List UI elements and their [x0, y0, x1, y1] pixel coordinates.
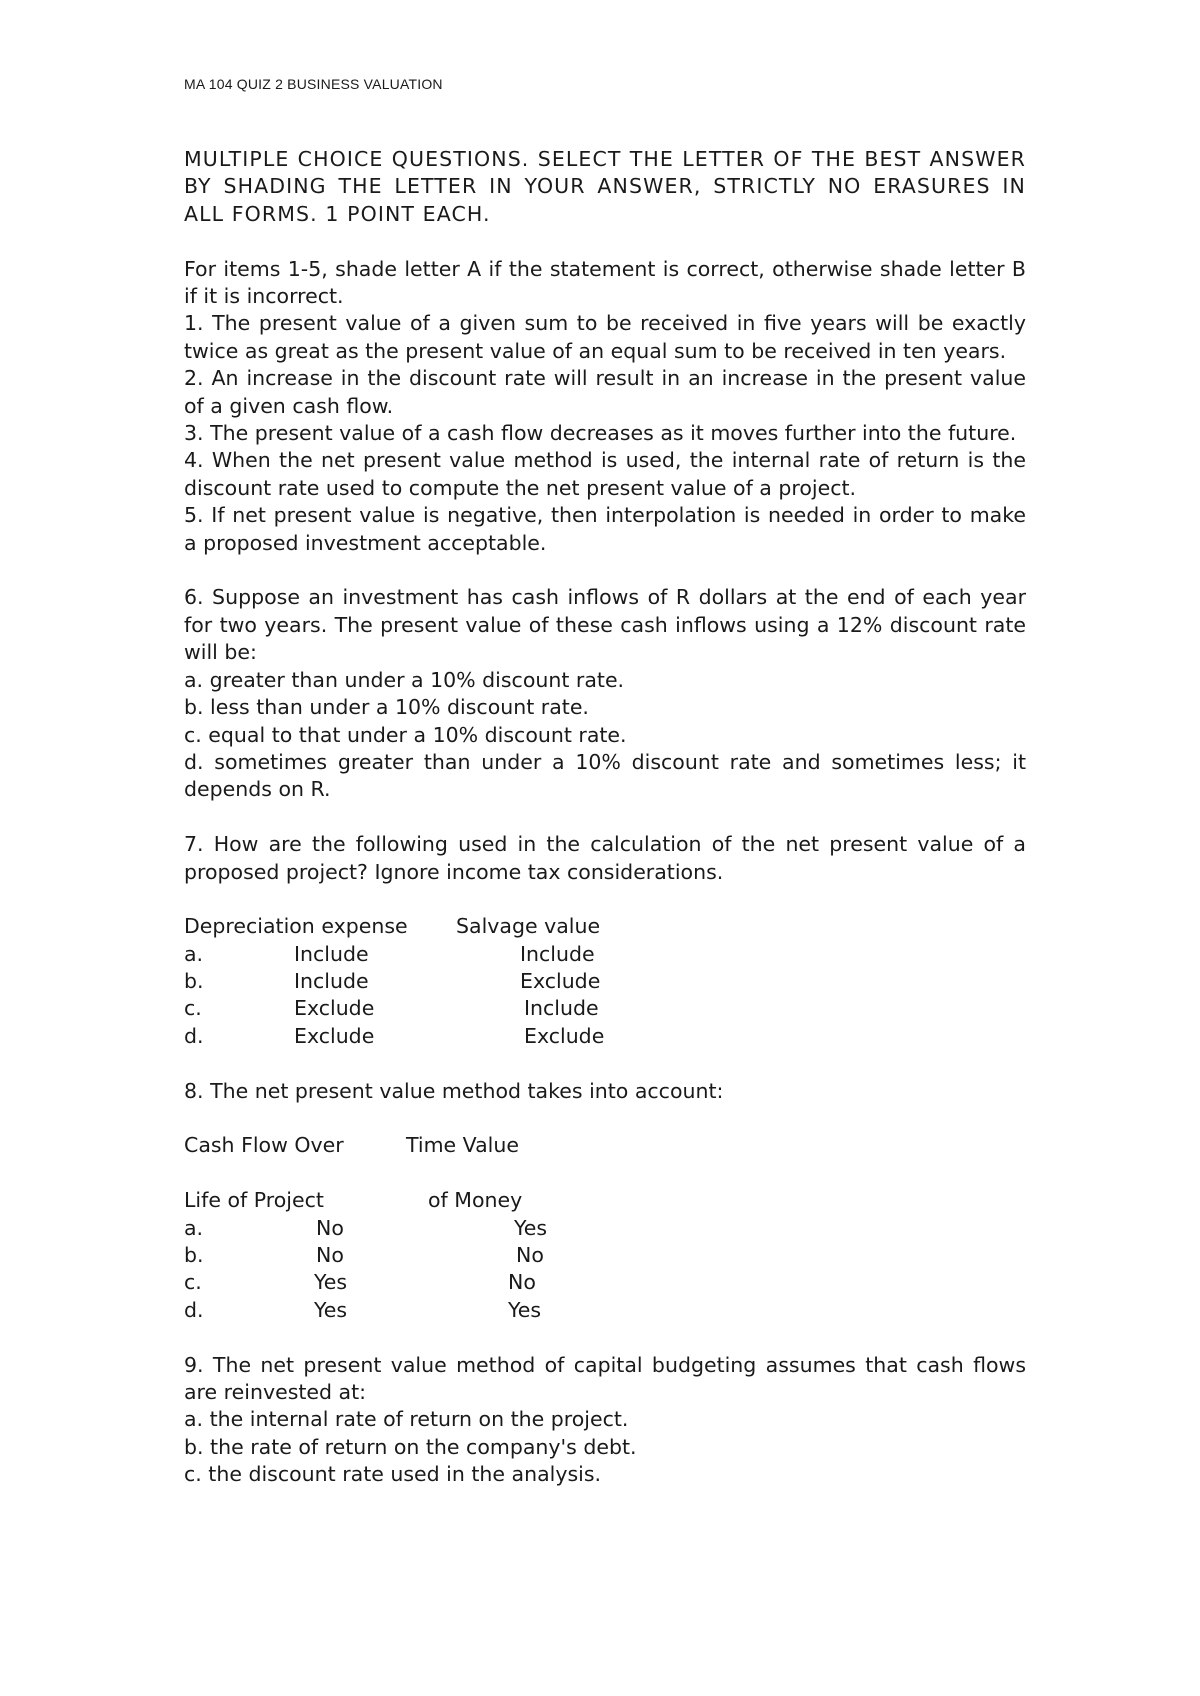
q8-row [184, 1297, 1026, 1324]
tf-item-3: 3. The present value of a cash flow decreases as it moves further into the future. [184, 421, 1017, 446]
q8-header-line-2 [184, 1187, 1026, 1214]
q8-row-col2: No [516, 1243, 544, 1268]
question-7: 7. How are the following used in the calculation of the net present value of a proposed project? Ignore income tax considerations. [184, 832, 1026, 884]
q6-choice-c: c. equal to that under a 10% discount rate. [184, 722, 627, 747]
q6-choice-d: d. sometimes greater than under a 10% discount rate and sometimes less; it depends on R. [184, 749, 1026, 802]
q8-row-letter: d. [184, 1297, 204, 1322]
q8-row-letter: a. [184, 1215, 204, 1240]
q8-col2-header-top: Time Value [406, 1133, 519, 1158]
q7-row-col2: Include [524, 996, 599, 1021]
q9-choice-b: b. the rate of return on the company's debt. [184, 1434, 637, 1459]
q6-choice-a: a. greater than under a 10% discount rate. [184, 667, 625, 692]
tf-item-5: 5. If net present value is negative, then interpolation is needed in order to make a proposed investment acceptable. [184, 503, 1026, 555]
q7-col1-header: Depreciation expense [184, 914, 408, 939]
q8-row-col1: Yes [314, 1297, 348, 1322]
question-6: 6. Suppose an investment has cash inflows of R dollars at the end of each year for two years. The present value of these cash inflows using a 12% discount rate will be: [184, 585, 1026, 665]
q7-row-col1: Exclude [294, 1023, 375, 1048]
q7-row-col1: Include [294, 969, 369, 994]
q9-choice-c: c. the discount rate used in the analysis. [184, 1462, 602, 1487]
question-9: 9. The net present value method of capital budgeting assumes that cash flows are reinvested at: [184, 1352, 1026, 1404]
q7-row-letter: b. [184, 969, 204, 994]
q8-row [184, 1215, 1026, 1242]
q7-row-letter: a. [184, 941, 204, 966]
q7-row [184, 1023, 1026, 1050]
q7-col2-header: Salvage value [456, 914, 601, 939]
question-8: 8. The net present value method takes into account: [184, 1078, 724, 1103]
tf-intro: For items 1-5, shade letter A if the statement is correct, otherwise shade letter B if it is incorrect. [184, 256, 1026, 309]
page-header: MA 104 QUIZ 2 BUSINESS VALUATION [184, 76, 443, 92]
q7-row-col2: Exclude [524, 1023, 605, 1048]
q7-table-header [184, 913, 1026, 940]
q7-row-col1: Include [294, 941, 369, 966]
q8-row [184, 1269, 1026, 1296]
q6-choice-b: b. less than under a 10% discount rate. [184, 695, 589, 720]
tf-item-4: 4. When the net present value method is used, the internal rate of return is the discount rate used to compute the net present value of a project. [184, 448, 1026, 500]
q8-row-col1: No [316, 1243, 344, 1268]
q8-row-col2: No [508, 1270, 536, 1295]
q8-row [184, 1242, 1026, 1269]
tf-item-1: 1. The present value of a given sum to be received in five years will be exactly twice as great as the present value of an equal sum to be received in ten years. [184, 311, 1026, 363]
q8-col2-header-bottom: of Money [428, 1188, 523, 1213]
q7-row-col2: Exclude [520, 969, 601, 994]
q8-row-col1: No [316, 1215, 344, 1240]
q8-row-col2: Yes [508, 1297, 542, 1322]
q8-row-col2: Yes [514, 1215, 548, 1240]
q7-row [184, 968, 1026, 995]
q8-row-col1: Yes [314, 1270, 348, 1295]
q8-row-letter: b. [184, 1243, 204, 1268]
q7-row-col1: Exclude [294, 996, 375, 1021]
q7-row-letter: d. [184, 1023, 204, 1048]
q8-row-letter: c. [184, 1270, 202, 1295]
q8-col1-header-top: Cash Flow Over [184, 1133, 344, 1158]
q7-row [184, 941, 1026, 968]
q7-row-letter: c. [184, 996, 202, 1021]
quiz-content [184, 146, 1026, 1489]
tf-item-2: 2. An increase in the discount rate will result in an increase in the present value of a given cash flow. [184, 366, 1026, 418]
q8-header-line-1 [184, 1132, 1026, 1159]
q9-choice-a: a. the internal rate of return on the project. [184, 1407, 629, 1432]
q7-row-col2: Include [520, 941, 595, 966]
instructions: MULTIPLE CHOICE QUESTIONS. SELECT THE LETTER OF THE BEST ANSWER BY SHADING THE LETTER IN YOUR ANSWER, STRICTLY NO ERASURES IN ALL FORMS. 1 POINT EACH. [184, 147, 1026, 226]
q7-row [184, 995, 1026, 1022]
q8-col1-header-bottom: Life of Project [184, 1188, 324, 1213]
